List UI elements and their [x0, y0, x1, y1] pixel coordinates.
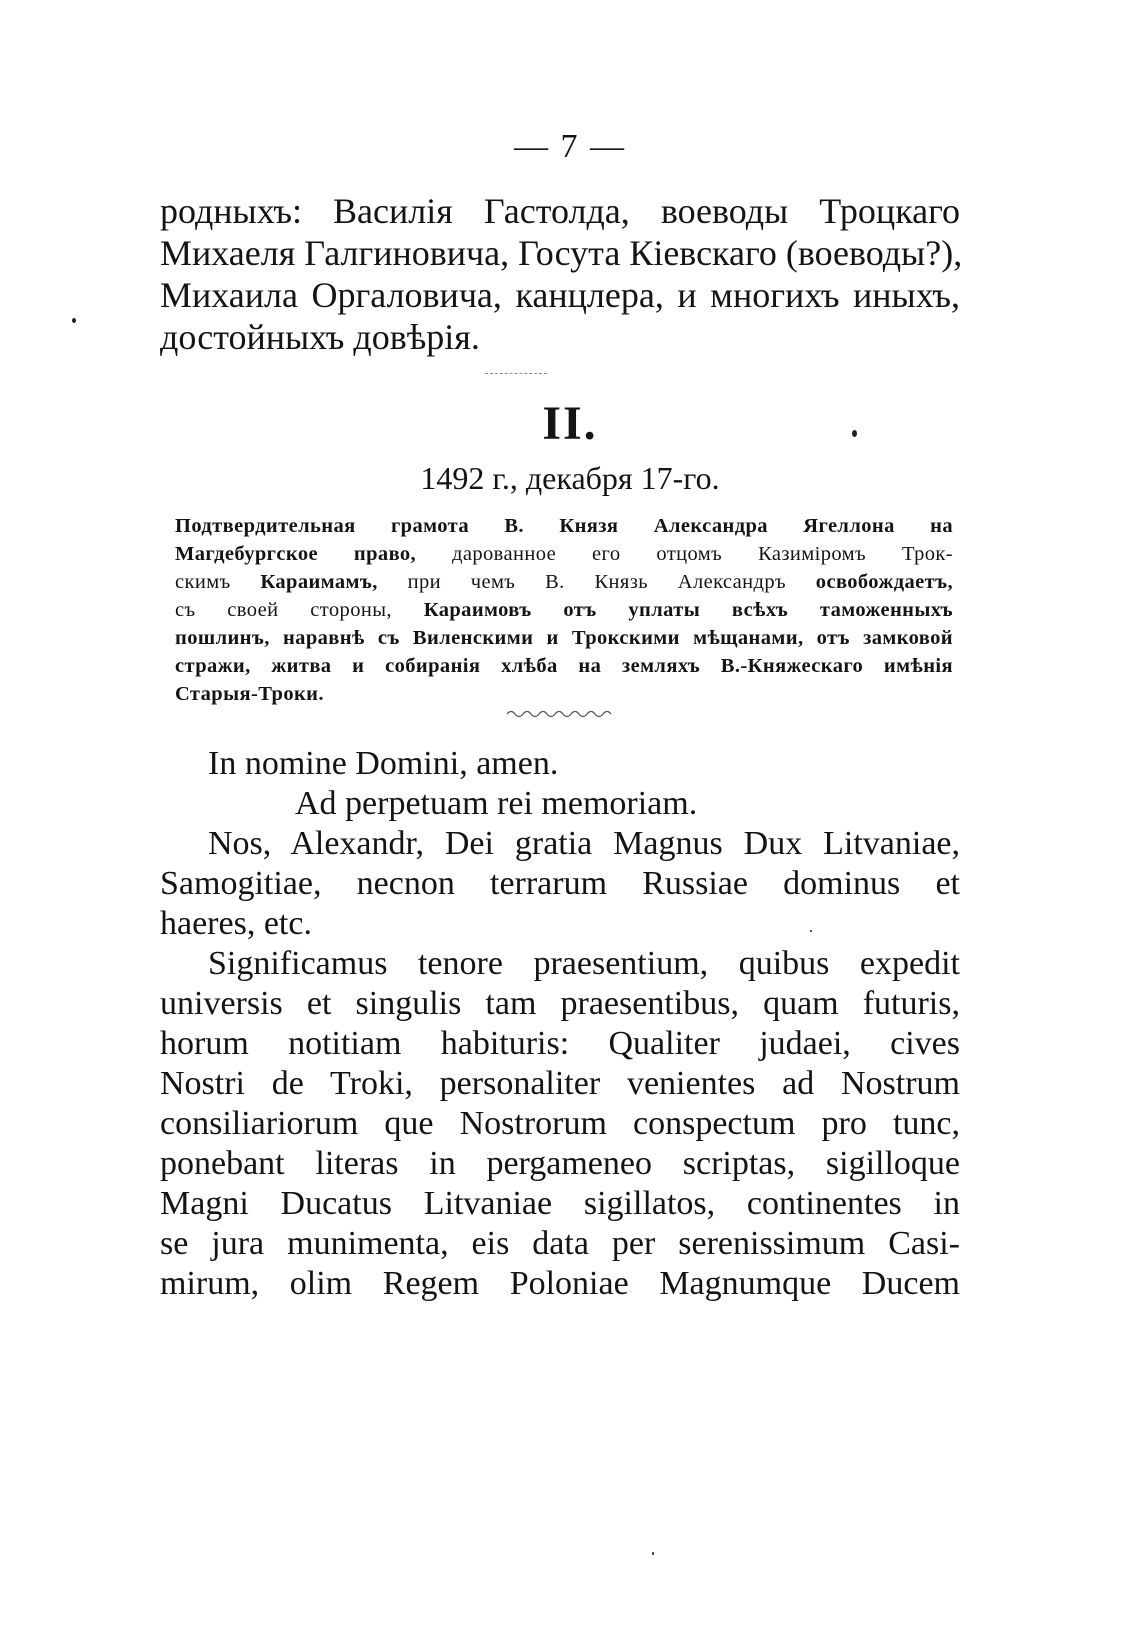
summary-line-4 [175, 596, 953, 624]
latin-line-1: In nomine Domini, amen. [208, 745, 559, 782]
intro-paragraph [160, 190, 963, 358]
latin-line-11: ponebant literas in pergameneo scriptas, sigilloque [160, 1145, 960, 1182]
summary-bold: Караимамъ, [260, 571, 378, 593]
latin-line-8: horum notitiam habituris: Qualiter judaei, cives [160, 1025, 960, 1062]
latin-charter-text [160, 744, 960, 1304]
summary-line-2 [175, 540, 953, 568]
summary-bold: Старыя-Троки. [175, 683, 324, 705]
summary-line-5 [175, 624, 953, 652]
latin-line-13: se jura munimenta, eis data per serenissimum Casi- [160, 1225, 960, 1262]
intro-line-2: Михаеля Галгиновича, Госута Кіевскаго (воеводы?), [160, 233, 963, 273]
latin-line-3: Nos, Alexandr, Dei gratia Magnus Dux Litvaniae, [208, 825, 960, 862]
intro-line-4: достойныхъ довѣрія. [160, 317, 480, 357]
latin-line-7: universis et singulis tam praesentibus, quam futuris, [160, 985, 960, 1022]
summary-bold: Магдебургское право, [175, 543, 417, 565]
latin-line-2: Ad perpetuam rei memoriam. [295, 785, 698, 822]
latin-line-6: Significamus tenore praesentium, quibus expedit [208, 945, 960, 982]
summary-line-1 [175, 512, 953, 540]
summary-bold: Караимовъ отъ уплаты всѣхъ таможенныхъ [423, 599, 954, 621]
summary-line-6 [175, 652, 953, 680]
latin-line-5: haeres, etc. [160, 905, 312, 942]
ornament-divider [505, 708, 615, 720]
intro-line-3: Михаила Оргаловича, канцлера, и многихъ иныхъ, [160, 275, 960, 315]
document-summary [175, 512, 953, 708]
summary-text: скимъ [175, 571, 261, 593]
latin-line-10: consiliariorum que Nostrorum conspectum pro tunc, [160, 1105, 960, 1142]
summary-line-7 [175, 680, 953, 708]
section-separator [485, 373, 547, 374]
summary-text: при чемъ В. Князь Александръ [377, 571, 816, 593]
summary-line-3 [175, 568, 953, 596]
summary-bold: пошлинъ, наравнѣ съ Виленскими и Трокскими мѣщанами, отъ замковой [175, 627, 953, 649]
summary-bold: стражи, житва и собиранія хлѣба на земляхъ В.-Княжескаго имѣнія [175, 655, 953, 677]
intro-line-1: родныхъ: Василія Гастолда, воеводы Троцкаго [160, 191, 960, 231]
summary-bold: Подтвердительная грамота В. Князя Александра Ягеллона на [175, 515, 953, 537]
paper-speck [810, 930, 812, 932]
latin-line-12: Magni Ducatus Litvaniae sigillatos, continentes in [160, 1185, 960, 1222]
latin-line-4: Samogitiae, necnon terrarum Russiae dominus et [160, 865, 960, 902]
document-date: 1492 г., декабря 17-го. [420, 460, 720, 496]
paper-speck [652, 1552, 654, 1555]
paper-speck [852, 430, 857, 437]
page-number: — 7 — [514, 128, 626, 165]
latin-line-14: mirum, olim Regem Poloniae Magnumque Ducem [160, 1265, 960, 1302]
summary-bold: освобождаетъ, [815, 571, 953, 593]
summary-text: дарованное его отцомъ Казиміромъ Трок- [416, 543, 954, 565]
latin-line-9: Nostri de Troki, personaliter venientes ad Nostrum [160, 1065, 960, 1102]
section-numeral: II. [542, 397, 598, 450]
paper-speck [72, 318, 76, 323]
summary-text: съ своей стороны, [175, 599, 424, 621]
